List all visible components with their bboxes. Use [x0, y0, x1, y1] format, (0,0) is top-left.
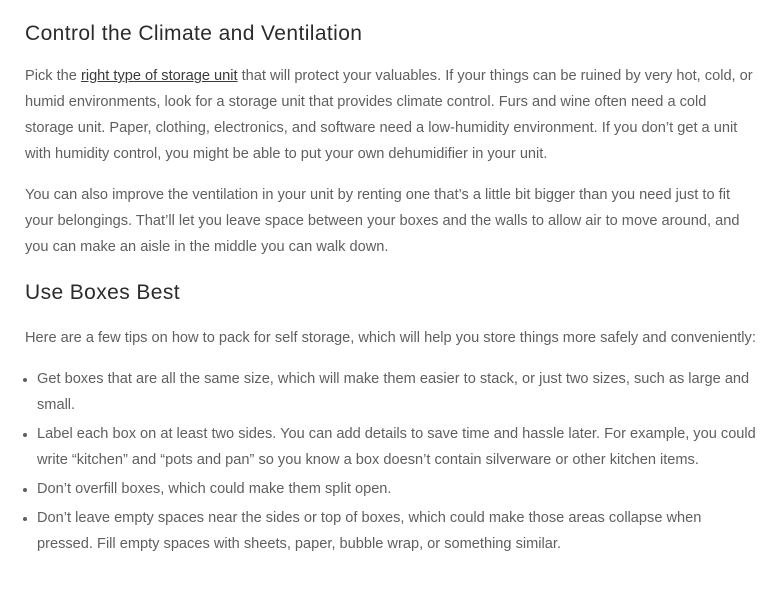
- list-item: • Get boxes that are all the same size, which will make them easier to stack, or just two sizes, such as large and small.: [37, 366, 759, 418]
- list-item: • Label each box on at least two sides. You can add details to save time and hassle later. For example, you could write “kitchen” and “pots and pan” so you know a box doesn’t contain silverware or other kitchen items.: [37, 421, 759, 473]
- tips-list: [25, 366, 759, 557]
- list-item: • Don’t overfill boxes, which could make them split open.: [37, 476, 759, 502]
- section-heading-climate: Control the Climate and Ventilation: [25, 22, 363, 45]
- paragraph-ventilation: You can also improve the ventilation in your unit by renting one that’s a little bit bigger than you need just to fit your belongings. That’ll let you leave space between your boxes and the walls to allow air to move around, and you can make an aisle in the middle you can walk down.: [25, 187, 740, 255]
- storage-unit-type-link[interactable]: right type of storage unit: [80, 68, 238, 84]
- paragraph-text-start: Pick the: [25, 68, 81, 84]
- section-heading-boxes: Use Boxes Best: [25, 281, 180, 304]
- paragraph-climate-control: [25, 63, 759, 167]
- paragraph-boxes-intro: Here are a few tips on how to pack for self storage, which will help you store things more safely and conveniently:: [25, 330, 756, 346]
- paragraph-text-end: that will protect your valuables. If your things can be ruined by very hot, cold, or humid environments, look for a storage unit that provides climate control. Furs and wine often need a cold storage unit. Paper, clothing, electronics, and software need a low-humidity environment. If you don’t get a unit with humidity control, you might be able to put your own dehumidifier in your unit.: [25, 68, 753, 162]
- list-item: • Don’t leave empty spaces near the sides or top of boxes, which could make those areas collapse when pressed. Fill empty spaces with sheets, paper, bubble wrap, or something similar.: [37, 505, 759, 557]
